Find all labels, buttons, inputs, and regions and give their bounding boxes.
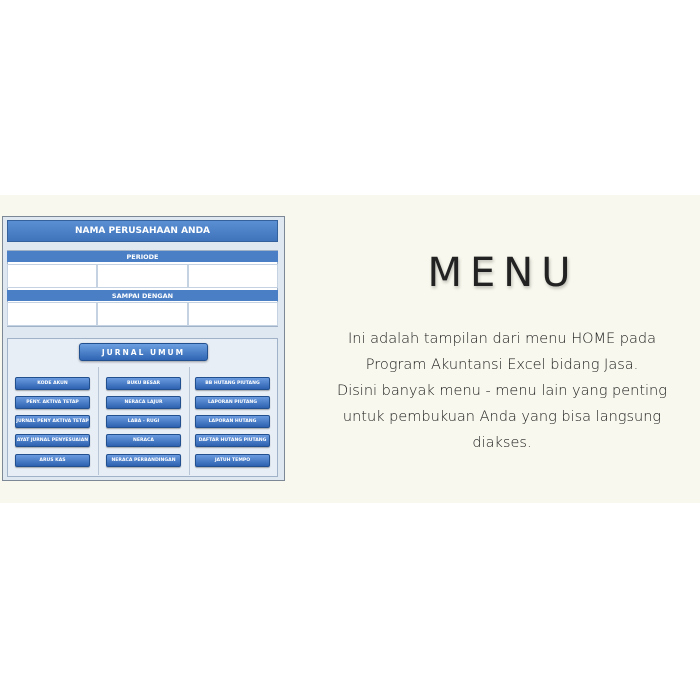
until-cell[interactable] [188, 302, 278, 326]
menu-button-neraca-lajur[interactable]: NERACA LAJUR [106, 396, 181, 409]
jurnal-umum-button[interactable]: JURNAL UMUM [79, 343, 208, 361]
description-line: Disini banyak menu - menu lain yang penting [337, 383, 667, 399]
description-line: Ini adalah tampilan dari menu HOME pada [348, 331, 656, 347]
menu-description [324, 326, 680, 456]
menu-button-arus-kas[interactable]: ARUS KAS [15, 454, 90, 467]
period-cell[interactable] [188, 264, 278, 288]
until-cells [7, 302, 278, 326]
menu-heading: MENU [427, 250, 579, 296]
menu-button-neraca[interactable]: NERACA [106, 434, 181, 447]
menu-button-laporan-piutang[interactable]: LAPORAN PIUTANG [195, 396, 270, 409]
menu-button-bb-hutang-piutang[interactable]: BB HUTANG PIUTANG [195, 377, 270, 390]
menu-button-peny-aktiva-tetap[interactable]: PENY. AKTIVA TETAP [15, 396, 90, 409]
menu-button-kode-akun[interactable]: KODE AKUN [15, 377, 90, 390]
column-divider [189, 367, 190, 475]
period-cells [7, 264, 278, 288]
menu-button-buku-besar[interactable]: BUKU BESAR [106, 377, 181, 390]
until-label: SAMPAI DENGAN [7, 290, 278, 301]
until-cell[interactable] [97, 302, 187, 326]
column-divider [98, 367, 99, 475]
period-label: PERIODE [7, 251, 278, 262]
period-cell[interactable] [7, 264, 97, 288]
menu-button-laporan-hutang[interactable]: LAPORAN HUTANG [195, 415, 270, 428]
company-title: NAMA PERUSAHAAN ANDA [7, 220, 278, 242]
menu-button-neraca-perbandingan[interactable]: NERACA PERBANDINGAN [106, 454, 181, 467]
menu-button-jurnal-peny-aktiva-tetap[interactable]: JURNAL PENY AKTIVA TETAP [15, 415, 90, 428]
menu-button-daftar-hutang-piutang[interactable]: DAFTAR HUTANG PIUTANG [195, 434, 270, 447]
menu-button-laba-rugi[interactable]: LABA - RUGI [106, 415, 181, 428]
description-line: diakses. [472, 435, 532, 451]
description-line: untuk pembukuan Anda yang bisa langsung [342, 409, 662, 425]
until-cell[interactable] [7, 302, 97, 326]
menu-button-ayat-jurnal-penyesuaian[interactable]: AYAT JURNAL PENYESUAIAN [15, 434, 90, 447]
description-line: Program Akuntansi Excel bidang Jasa. [365, 357, 639, 373]
menu-button-jatuh-tempo[interactable]: JATUH TEMPO [195, 454, 270, 467]
period-cell[interactable] [97, 264, 187, 288]
